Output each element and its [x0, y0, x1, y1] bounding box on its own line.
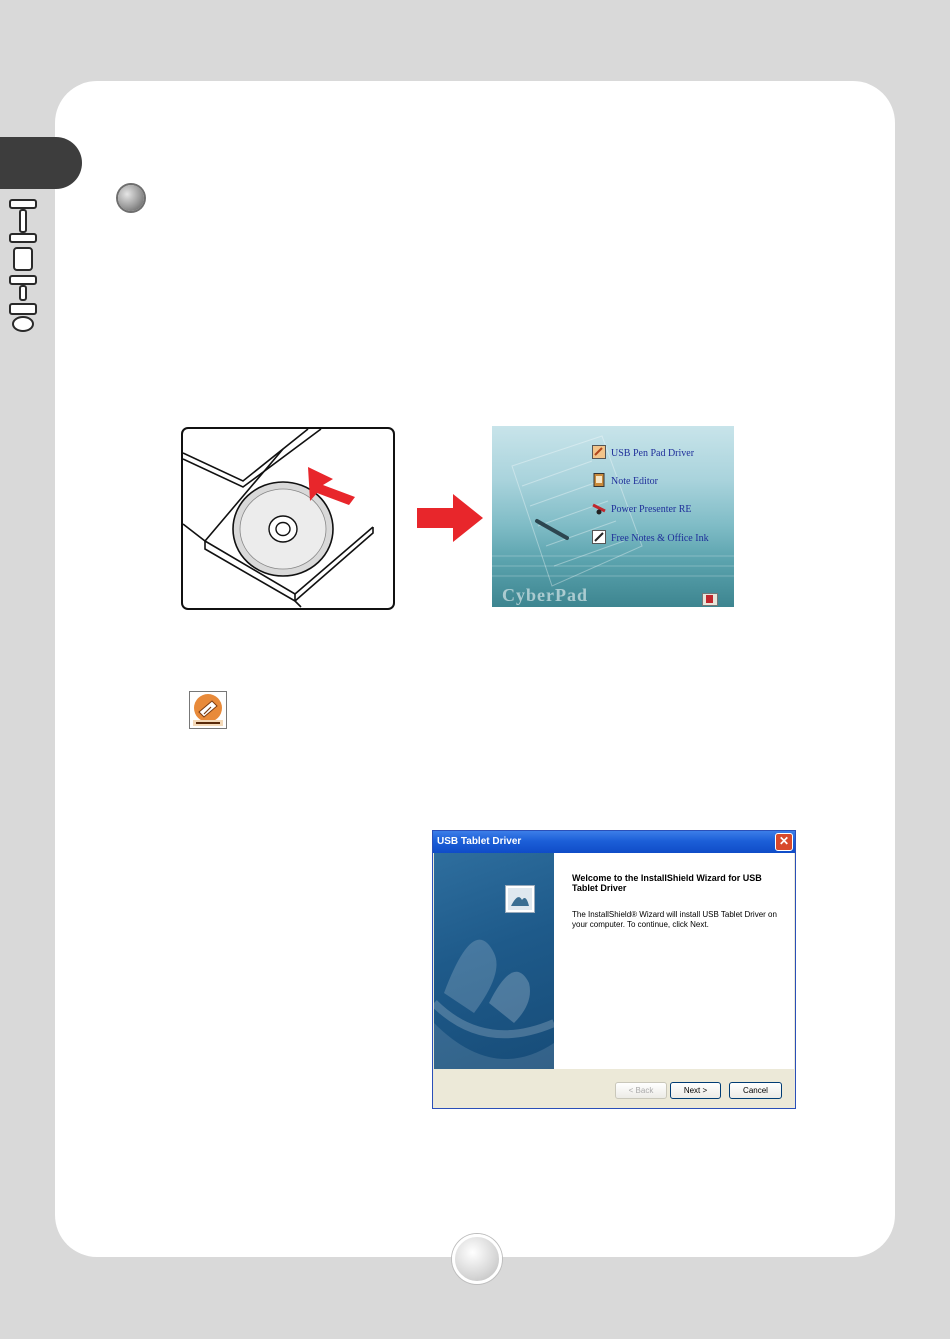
driver-icon: [592, 445, 606, 459]
side-chapter-glyphs: [4, 196, 44, 336]
installer-wave-art: [434, 853, 554, 1069]
back-button[interactable]: < Back: [615, 1082, 667, 1099]
cyberpad-brand: CyberPad: [502, 585, 588, 605]
installer-side-art: [434, 853, 554, 1069]
side-tab: [0, 137, 82, 189]
installer-titlebar: [433, 831, 795, 853]
cancel-button[interactable]: Cancel: [729, 1082, 782, 1099]
installer-window: [432, 830, 796, 1109]
close-button[interactable]: [775, 833, 793, 851]
installer-logo-icon: [505, 885, 535, 913]
arrow-right-icon: [417, 494, 483, 542]
tablet-driver-app-icon[interactable]: [189, 691, 227, 729]
installer-content: [554, 853, 794, 1069]
tablet-driver-icon: [190, 692, 226, 728]
close-icon: ✕: [778, 834, 790, 848]
page-number-circle: [452, 1234, 502, 1284]
section-bullet: [118, 185, 144, 211]
menu-note-editor-label: Note Editor: [611, 476, 658, 487]
exit-icon: [706, 595, 713, 603]
presenter-icon: [592, 501, 606, 515]
cd-insert-illustration: [181, 427, 395, 610]
cyberpad-autorun-screen: [492, 426, 734, 607]
pen-icon: [592, 530, 606, 544]
menu-free-notes-office-ink-label: Free Notes & Office Ink: [611, 533, 709, 544]
notebook-icon: [592, 473, 606, 487]
cd-tray-drawing: [183, 429, 393, 608]
installer-title: USB Tablet Driver: [437, 836, 522, 847]
next-button[interactable]: Next >: [670, 1082, 721, 1099]
exit-button[interactable]: [702, 593, 718, 606]
menu-power-presenter-label: Power Presenter RE: [611, 504, 692, 515]
installer-body-text: The InstallShield® Wizard will install USB Tablet Driver on your computer. To continue, click Next.: [572, 910, 777, 929]
installer-heading: Welcome to the InstallShield Wizard for USB Tablet Driver: [572, 873, 762, 893]
menu-usb-pen-pad-driver-label: USB Pen Pad Driver: [611, 448, 695, 459]
